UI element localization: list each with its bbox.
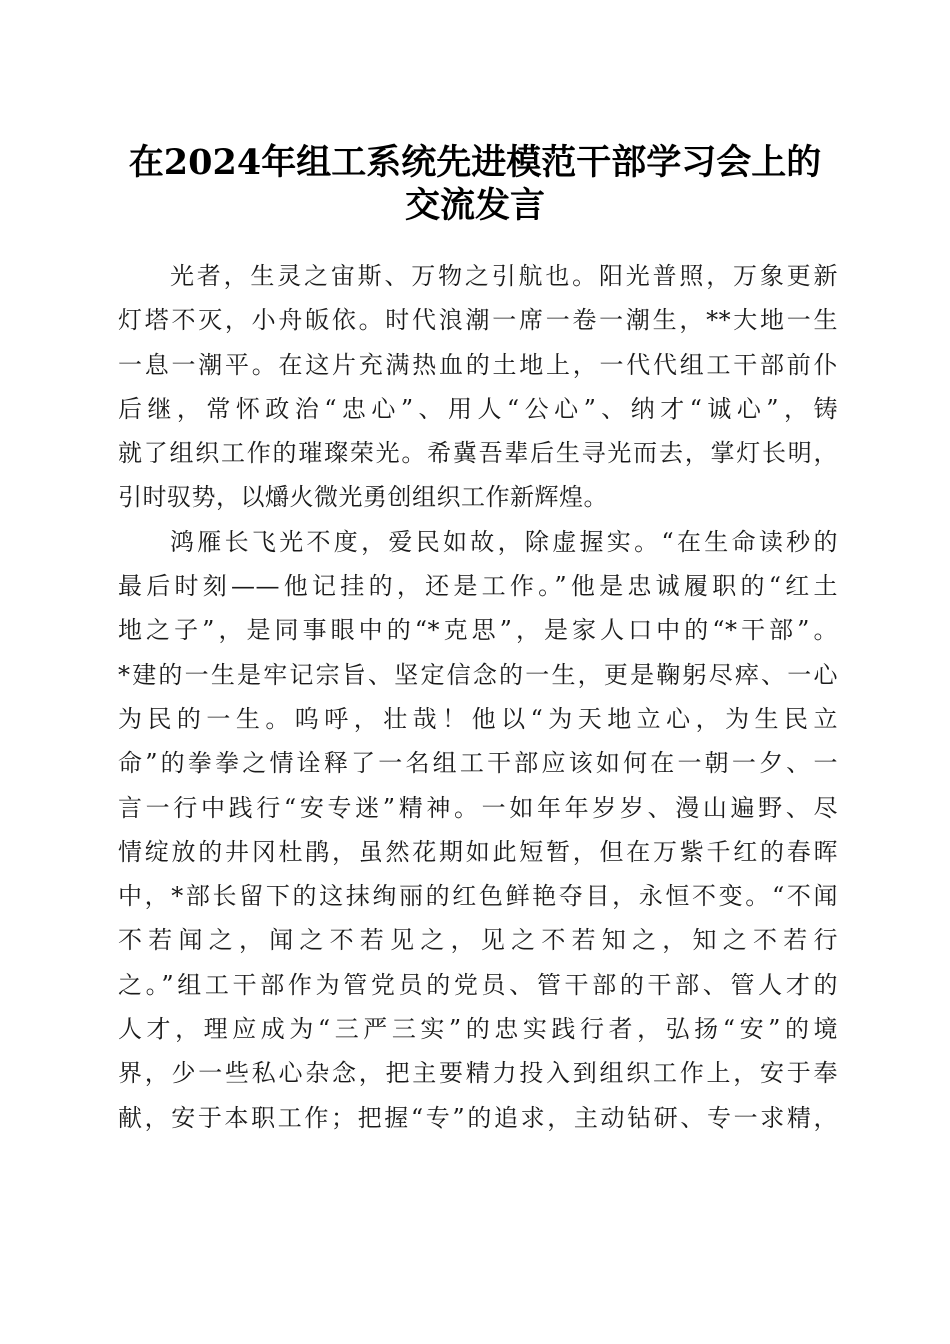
text-line: 献，安于本职工作；把握“专”的追求，主动钻研、专一求精， <box>118 1103 838 1132</box>
text-line: 命”的拳拳之情诠释了一名组工干部应该如何在一朝一夕、一 <box>118 749 838 778</box>
text-line: 后继，常怀政治“忠心”、用人“公心”、纳才“诚心”，铸 <box>118 394 838 423</box>
text-line: 界，少一些私心杂念，把主要精力投入到组织工作上，安于奉 <box>118 1059 838 1088</box>
text-line: 中，*部长留下的这抹绚丽的红色鲜艳夺目，永恒不变。“不闻 <box>118 882 838 911</box>
text-line: 之。”组工干部作为管党员的党员、管干部的干部、管人才的 <box>118 970 838 999</box>
document-title-line-2: 交流发言 <box>404 185 545 226</box>
document-title-line-1: 在2024年组工系统先进模范干部学习会上的 <box>128 142 822 183</box>
text-line: 一息一潮平。在这片充满热血的土地上，一代代组工干部前仆 <box>118 350 838 379</box>
text-line: 灯塔不灭，小舟皈依。时代浪潮一席一卷一潮生，**大地一生 <box>118 306 838 335</box>
paragraph-1 <box>118 254 838 520</box>
text-line: 引时驭势，以爝火微光勇创组织工作新辉煌。 <box>118 483 608 512</box>
document-body <box>118 254 838 1140</box>
text-line: *建的一生是牢记宗旨、坚定信念的一生，更是鞠躬尽瘁、一心 <box>118 660 838 689</box>
text-line: 地之子”，是同事眼中的“*克思”，是家人口中的“*干部”。 <box>118 616 838 645</box>
text-line: 为民的一生。呜呼，壮哉！他以“为天地立心，为生民立 <box>118 704 838 733</box>
text-line: 鸿雁长飞光不度，爱民如故，除虚握实。“在生命读秒的 <box>170 527 838 556</box>
text-line: 就了组织工作的璀璨荣光。希冀吾辈后生寻光而去，掌灯长明， <box>118 439 838 468</box>
text-line: 言一行中践行“安专迷”精神。一如年年岁岁、漫山遍野、尽 <box>118 793 838 822</box>
text-line: 人才，理应成为“三严三实”的忠实践行者，弘扬“安”的境 <box>118 1015 838 1044</box>
paragraph-2 <box>118 520 838 1140</box>
text-line: 不若闻之，闻之不若见之，见之不若知之，知之不若行 <box>118 926 838 955</box>
text-line: 情绽放的井冈杜鹃，虽然花期如此短暂，但在万紫千红的春晖 <box>118 837 838 866</box>
text-line: 最后时刻——他记挂的，还是工作。”他是忠诚履职的“红土 <box>118 572 838 601</box>
text-line: 光者，生灵之宙斯、万物之引航也。阳光普照，万象更新 <box>170 262 838 290</box>
